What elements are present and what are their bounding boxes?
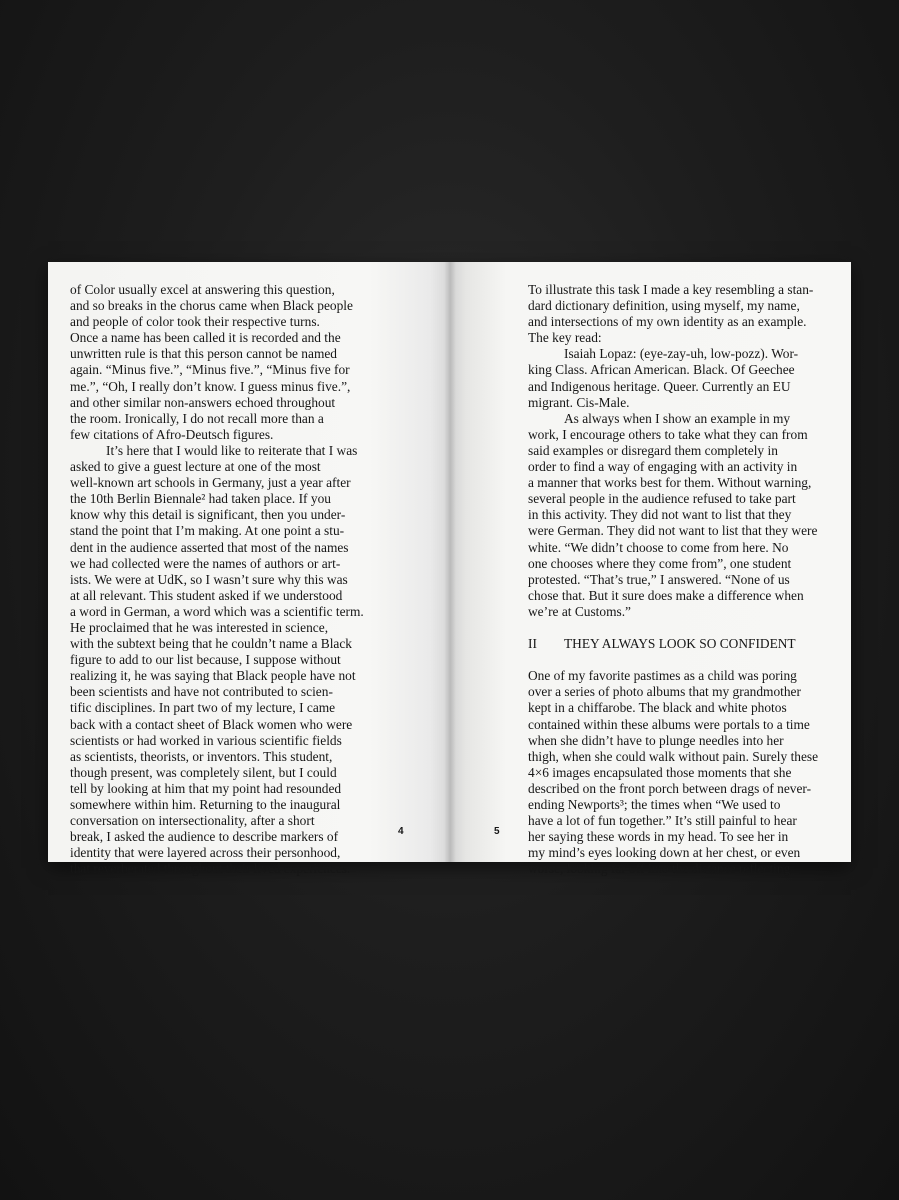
text-line: identity that were layered across their personhood, [70, 845, 341, 861]
text-line: when she didn’t have to plunge needles into her [528, 732, 784, 748]
text-line: at all relevant. This student asked if we understood [70, 587, 343, 603]
text-line: work, I encourage others to take what they can from [528, 426, 808, 442]
text-line: dent in the audience asserted that most of the names [70, 539, 349, 555]
text-line: king Class. African American. Black. Of Geechee [528, 362, 795, 378]
text-line: dard dictionary definition, using myself, my name, [528, 298, 800, 314]
page-number-right: 5 [494, 826, 500, 837]
text-line: somewhere within him. Returning to the inaugural [70, 797, 341, 812]
text-line: unwritten rule is that this person cannot be named [70, 346, 338, 362]
text-line: white. “We didn’t choose to come from here. No [528, 539, 789, 555]
text-line: worse, looking far off into the distance reflecting [528, 861, 791, 877]
text-line: said examples or disregard them completely in [528, 442, 778, 458]
text-line: described on the front porch between drags of never- [528, 780, 812, 796]
text-line: The key read: [528, 330, 602, 346]
text-line: the room. Ironically, I do not recall more than a [70, 410, 324, 426]
text-line: were German. They did not want to list that they were [528, 523, 818, 539]
text-line: as scientists, theorists, or inventors. This student, [70, 748, 333, 764]
text-line: me.”, “Oh, I really don’t know. I guess minus five.”, [70, 378, 351, 394]
text-line: stand the point that I’m making. At one point a stu- [70, 523, 345, 539]
text-line: her saying these words in my head. To see her in [528, 829, 789, 845]
left-page [48, 262, 450, 877]
text-line: Isaiah Lopaz: (eye-zay-uh, low-pozz). Wor- [564, 346, 799, 362]
text-line: scientists or had worked in various scientific fields [70, 732, 342, 748]
right-page [450, 262, 851, 877]
text-line: back with a contact sheet of Black women who were [70, 716, 353, 732]
text-line: well-known art schools in Germany, just a year after [70, 475, 351, 491]
text-line: though present, was completely silent, but I could [70, 764, 337, 780]
text-line: we had collected were the names of authors or art- [70, 555, 341, 571]
text-line: over a series of photo albums that my grandmother [528, 684, 801, 700]
text-line: my mind’s eyes looking down at her chest, or even [528, 845, 801, 861]
text-line: One of my favorite pastimes as a child was poring [528, 668, 797, 684]
text-line: migrant. Cis-Male. [528, 394, 630, 410]
text-line: ending Newports³; the times when “We used to [528, 797, 781, 812]
text-line: we’re at Customs.” [528, 603, 632, 619]
open-booklet [48, 262, 851, 877]
text-line: in this activity. They did not want to list that they [528, 507, 792, 523]
text-line: with the subtext being that he couldn’t name a Black [70, 636, 353, 652]
text-line: few citations of Afro-Deutsch figures. [70, 426, 274, 442]
text-line: know why this detail is significant, then you under- [70, 507, 346, 523]
text-line: conversation on intersectionality, after a short [70, 813, 315, 829]
text-line: and intersections of my own identity as an example. [528, 314, 807, 330]
text-line: It’s here that I would like to reiterate that I was [106, 442, 358, 458]
text-line: and Indigenous heritage. Queer. Currently an EU [528, 378, 791, 394]
text-line: order to find a way of engaging with an activity in [528, 459, 798, 475]
text-line: Once a name has been called it is recorded and the [70, 330, 341, 346]
text-line: tific disciplines. In part two of my lecture, I came [70, 700, 336, 716]
text-line: been scientists and have not contributed to scien- [70, 684, 333, 700]
text-line: chose that. But it sure does make a difference when [528, 587, 804, 603]
section-number: II [528, 636, 537, 652]
spacer [528, 620, 838, 636]
text-line: several people in the audience refused to take part [528, 491, 796, 507]
text-line: that reverberated throughout their lived experiences. [70, 861, 351, 877]
text-line: and other similar non-answers echoed throughout [70, 394, 336, 410]
text-line: protested. “That’s true,” I answered. “None of us [528, 571, 790, 587]
text-line: a word in German, a word which was a scientific term. [70, 603, 364, 619]
left-page-text [70, 282, 410, 877]
text-line: the 10th Berlin Biennale² had taken place. If you [70, 491, 331, 507]
text-line: realizing it, he was saying that Black people have not [70, 668, 356, 684]
text-line: tell by looking at him that my point had resounded [70, 780, 342, 796]
text-line: and so breaks in the chorus came when Black people [70, 298, 353, 314]
right-page-text [528, 282, 838, 877]
text-line: He proclaimed that he was interested in science, [70, 619, 329, 635]
section-title: THEY ALWAYS LOOK SO CONFIDENT [564, 636, 796, 652]
text-line: a manner that works best for them. Without warning, [528, 475, 812, 491]
text-line: contained within these albums were portals to a time [528, 716, 810, 732]
text-line: To illustrate this task I made a key resembling a stan- [528, 282, 814, 297]
text-line: kept in a chiffarobe. The black and white photos [528, 700, 787, 716]
text-line: As always when I show an example in my [564, 410, 791, 426]
text-line: figure to add to our list because, I suppose without [70, 652, 341, 668]
text-line: ists. We were at UdK, so I wasn’t sure why this was [70, 571, 348, 587]
text-line: asked to give a guest lecture at one of the most [70, 459, 321, 475]
text-line: and people of color took their respective turns. [70, 314, 320, 330]
text-line: 4×6 images encapsulated those moments that she [528, 764, 792, 780]
text-line: thigh, when she could walk without pain. Surely these [528, 748, 819, 764]
page-number-left: 4 [398, 826, 404, 837]
text-line: break, I asked the audience to describe markers of [70, 829, 339, 845]
text-line: one chooses where they come from”, one student [528, 555, 792, 571]
section-heading [528, 636, 838, 652]
text-line: have a lot of fun together.” It’s still painful to hear [528, 813, 797, 829]
spacer [528, 652, 838, 668]
text-line: again. “Minus five.”, “Minus five.”, “Minus five for [70, 362, 350, 378]
text-line: of Color usually excel at answering this question, [70, 282, 335, 297]
